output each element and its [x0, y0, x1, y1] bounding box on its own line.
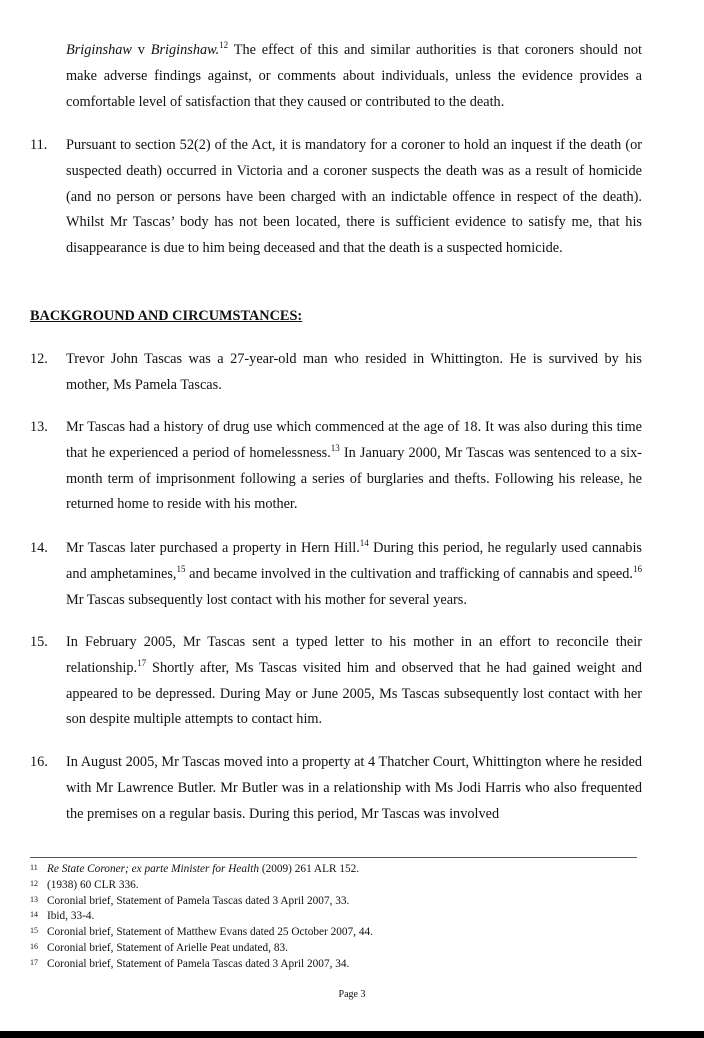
paragraph-number: 15.: [30, 634, 48, 650]
footnote: [30, 862, 640, 878]
text-run: Coronial brief, Statement of Matthew Evans dated 25 October 2007, 44.: [47, 926, 373, 939]
footnote-text: [47, 942, 288, 954]
paragraph-14: [30, 536, 642, 613]
footnote-number: 13: [30, 894, 38, 904]
text-run: Mr Tascas had a history of drug use which commenced at the age of 18. It was also during this time that he experienced a period of homelessness.: [66, 419, 642, 461]
text-run: (1938) 60 CLR 336.: [47, 878, 139, 891]
footnote-text: [47, 926, 373, 938]
italic-text: Briginshaw: [66, 42, 132, 58]
text-run: Shortly after, Ms Tascas visited him and observed that he had gained weight and appeared to be depressed. During May or June 2005, Ms Tascas subsequently lost contact with her son despite multiple attempts to contact him.: [66, 659, 642, 728]
footnote-number: 15: [30, 926, 38, 936]
footnote-reference: 12: [219, 40, 229, 50]
footnote: [30, 941, 640, 957]
footnote: [30, 925, 640, 941]
scan-edge-bar: [0, 1031, 704, 1038]
paragraph-12: [30, 347, 642, 399]
footnote: [30, 909, 640, 925]
text-run: In August 2005, Mr Tascas moved into a property at 4 Thatcher Court, Whittington where he resided with Mr Lawrence Butler. Mr Butler was in a relationship with Ms Jodi Harris who also frequented the premises on a regular basis. During this period, Mr Tascas was involved: [66, 754, 642, 822]
footnote-reference: 17: [137, 657, 147, 668]
footnote-divider: [30, 857, 637, 858]
footnote: [30, 878, 640, 894]
footnote-text: [47, 863, 359, 875]
footnote: [30, 894, 640, 910]
italic-text: Briginshaw.: [150, 42, 220, 58]
text-run: Coronial brief, Statement of Pamela Tascas dated 3 April 2007, 34.: [47, 957, 350, 970]
footnote-reference: 15: [176, 563, 186, 574]
paragraph-text: [66, 38, 642, 115]
text-run: Mr Tascas subsequently lost contact with his mother for several years.: [66, 591, 467, 608]
text-run: Mr Tascas later purchased a property in Hern Hill.: [66, 540, 360, 556]
italic-text: Re State Coroner; ex parte Minister for Health: [47, 863, 259, 875]
footnote-reference: 13: [330, 442, 340, 453]
text-run: Trevor John Tascas was a 27-year-old man who resided in Whittington. He is survived by his mother, Ms Pamela Tascas.: [66, 351, 642, 393]
text-run: Ibid, 33-4.: [47, 910, 95, 923]
text-run: In February 2005, Mr Tascas sent a typed letter to his mother in an effort to reconcile their relationship.: [66, 634, 642, 676]
paragraph-11: [30, 133, 642, 262]
footnote-reference: 16: [633, 563, 642, 574]
footnote-number: 11: [30, 863, 38, 872]
text-run: The effect of this and similar authorities is that coroners should not make adverse findings against, or comments about individuals, unless the evidence provides a comfortable level of satisfaction that they caused or contributed to the death.: [66, 42, 643, 110]
paragraph-10-continued: [30, 38, 642, 115]
paragraph-16: [30, 750, 642, 827]
paragraph-15: [30, 630, 642, 733]
footnote-number: 17: [30, 957, 38, 967]
text-run: and became involved in the cultivation and trafficking of cannabis and speed.: [185, 565, 633, 582]
paragraph-text: [66, 750, 642, 827]
section-heading: BACKGROUND AND CIRCUMSTANCES:: [30, 308, 303, 324]
paragraph-text: [66, 347, 642, 399]
paragraph-number: 16.: [30, 754, 48, 770]
footnote-text: [47, 910, 94, 922]
text-run: (2009) 261 ALR 152.: [259, 863, 360, 875]
paragraph-number: 11.: [30, 137, 48, 153]
footnote-number: 16: [30, 941, 38, 951]
text-run: v: [131, 42, 151, 58]
paragraph-text: [66, 536, 642, 613]
footnote-reference: 14: [359, 538, 369, 548]
paragraph-13: [30, 415, 642, 518]
text-run: During this period, he regularly used cannabis and amphetamines,: [66, 540, 642, 582]
text-run: Pursuant to section 52(2) of the Act, it is mandatory for a coroner to hold an inquest if the death (or suspected death) occurred in Victoria and a coroner suspects the death was as a result of homicide (and no person or persons have been charged with an indictable offence in respect of the death). Whilst Mr Tascas’ body has not been located, there is sufficient evidence to satisfy me, that his disappearance is due to him being deceased and that the death is a suspected homicide.: [66, 137, 642, 257]
paragraph-number: 12.: [30, 351, 48, 367]
footnote: [30, 957, 640, 973]
text-run: In January 2000, Mr Tascas was sentenced to a six-month term of imprisonment following a series of burglaries and thefts. Following his release, he returned home to reside with his mother.: [66, 444, 642, 513]
paragraph-text: [66, 133, 642, 262]
text-run: Coronial brief, Statement of Arielle Peat undated, 83.: [47, 941, 288, 954]
paragraph-number: 14.: [30, 540, 48, 556]
footnote-number: 12: [30, 878, 38, 888]
footnotes: [30, 862, 640, 973]
footnote-number: 14: [30, 910, 38, 920]
footnote-text: [47, 879, 139, 891]
footnote-text: [47, 958, 349, 970]
paragraph-number: 13.: [30, 419, 48, 435]
paragraph-text: [66, 630, 642, 733]
page-number: Page 3: [338, 989, 366, 1000]
footnote-text: [47, 895, 349, 907]
paragraph-text: [66, 415, 642, 518]
text-run: Coronial brief, Statement of Pamela Tascas dated 3 April 2007, 33.: [47, 894, 350, 907]
